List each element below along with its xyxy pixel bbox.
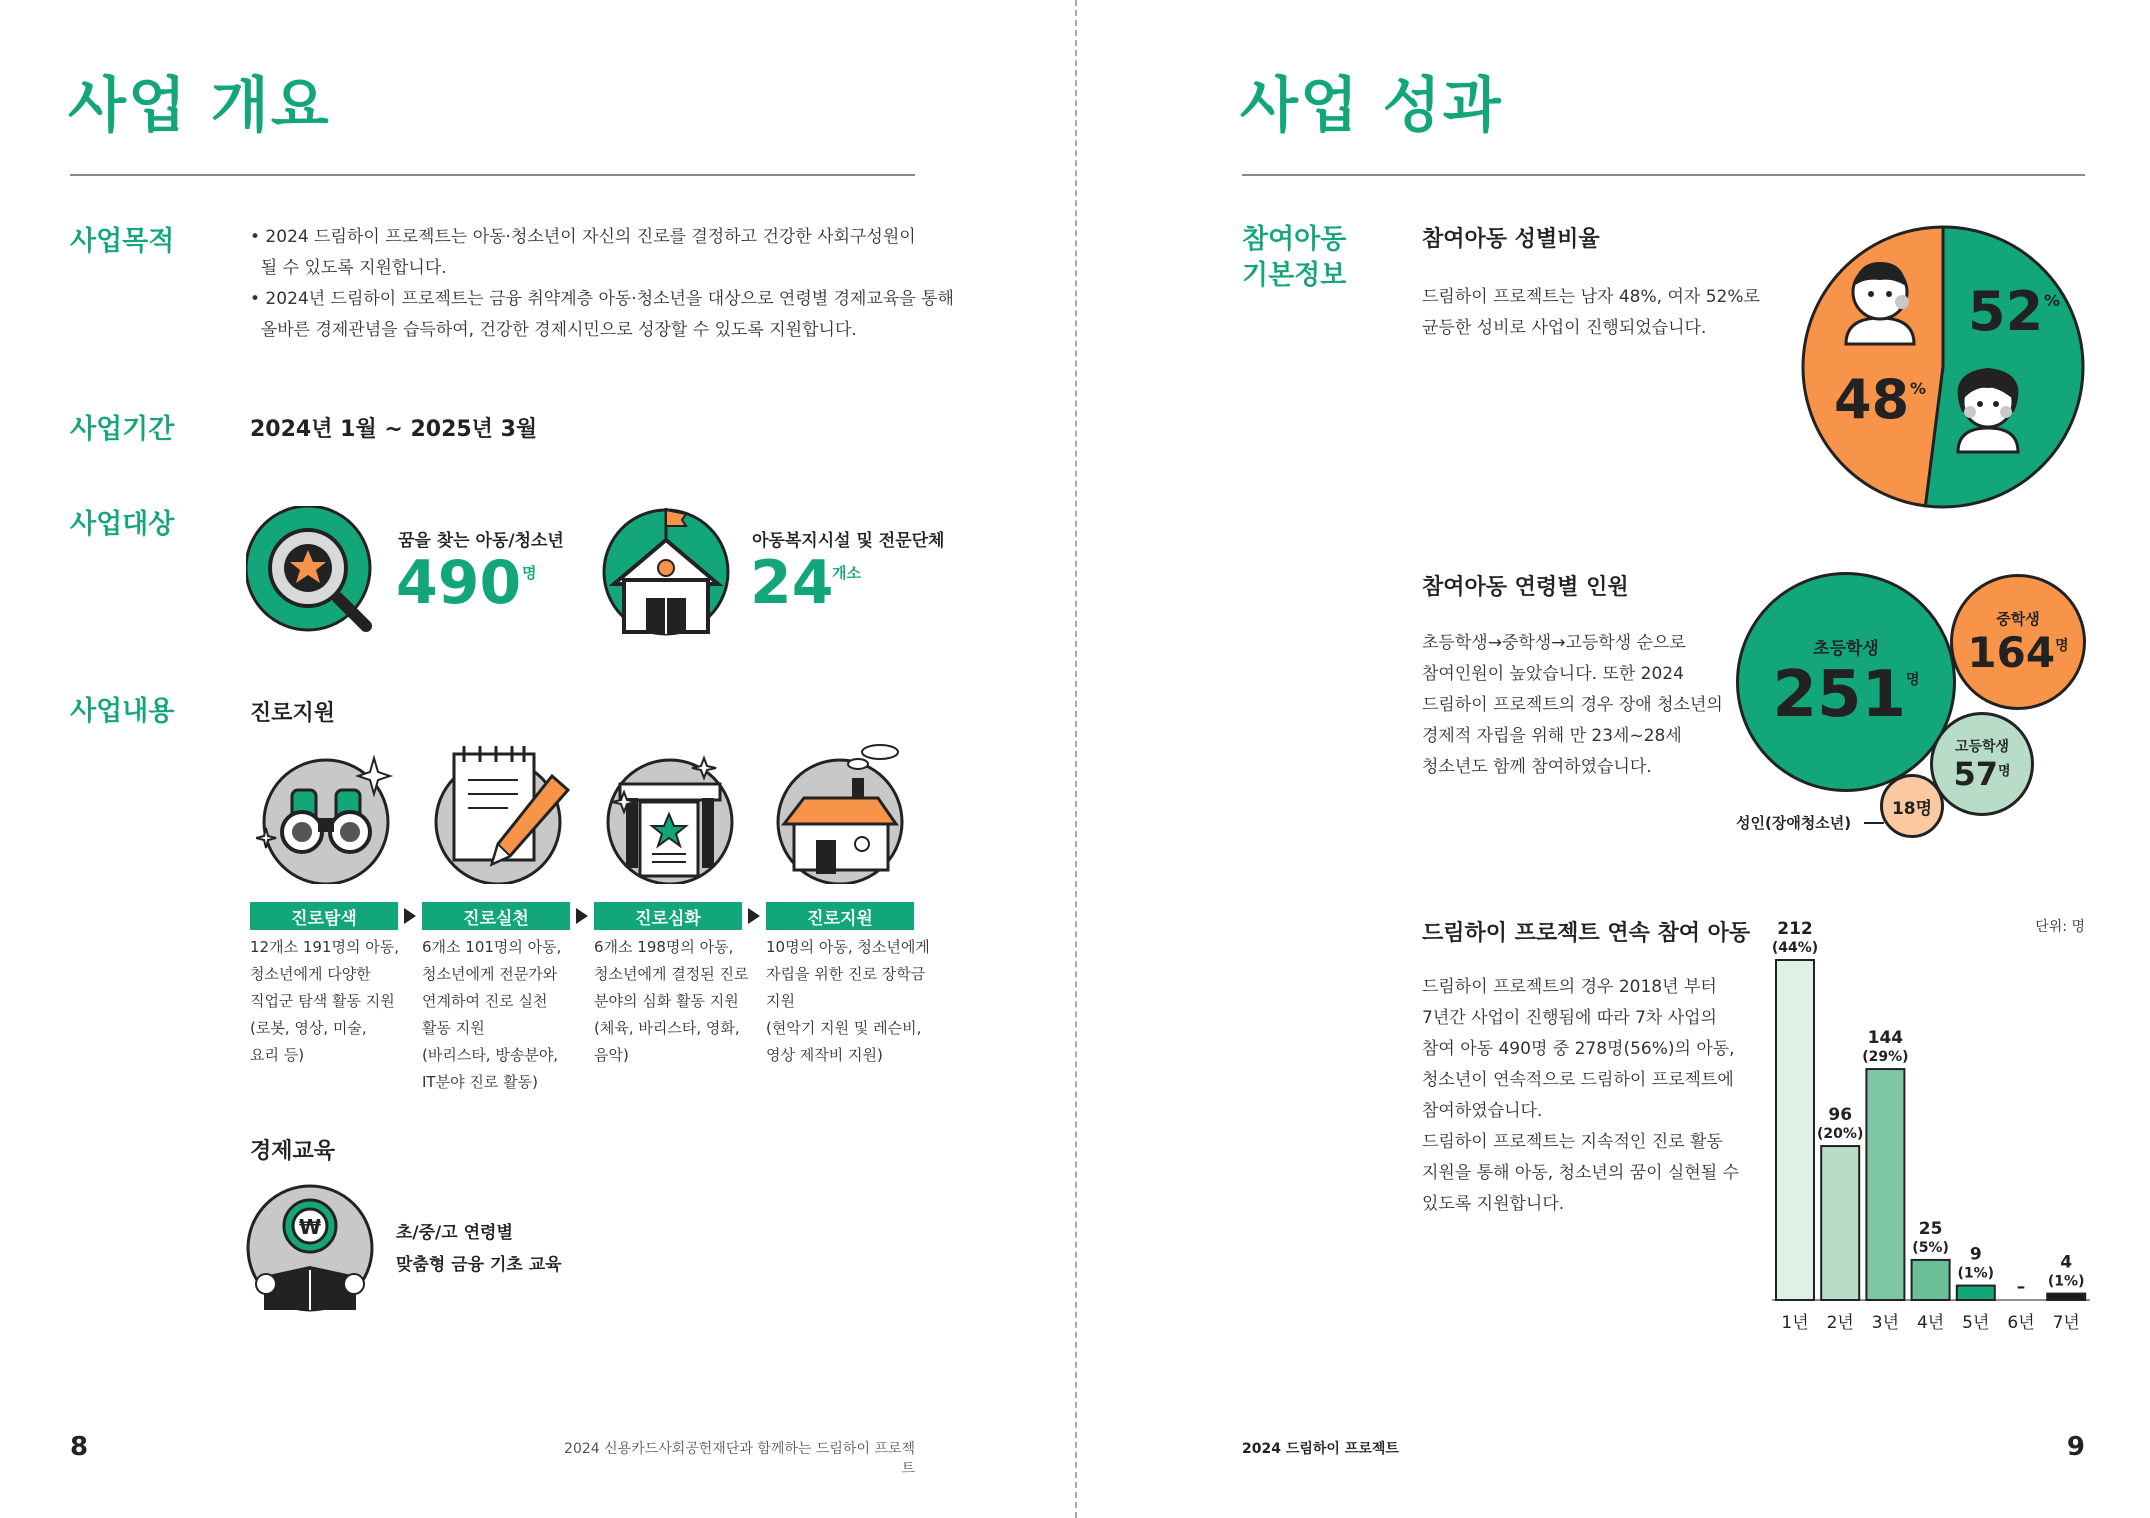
gender-heading: 참여아동 성별비율 bbox=[1422, 227, 1600, 252]
x-tick-label-3: 3년 bbox=[1871, 1313, 1900, 1333]
purpose-label: 사업목적 bbox=[70, 226, 175, 257]
male-percent-number: 48 bbox=[1834, 368, 1910, 431]
middle-label: 중학생 bbox=[1996, 609, 2040, 628]
x-tick-label-6: 6년 bbox=[2007, 1313, 2035, 1333]
bar-4 bbox=[1912, 1260, 1950, 1300]
bar-percent-label-2: (20%) bbox=[1817, 1126, 1864, 1143]
bar-percent-label-5: (1%) bbox=[1957, 1265, 1995, 1282]
bar-2 bbox=[1821, 1146, 1859, 1300]
step-desc-deepen: 6개소 198명의 아동, 청소년에게 결정된 진로 분야의 심화 활동 지원 (체육, 바리스타, 영화, 음악) bbox=[594, 938, 749, 1064]
step-desc-practice: 6개소 101명의 아동, 청소년에게 전문가와 연계하여 진로 실천 활동 지원 (바리스타, 방송분야, IT분야 진로 활동) bbox=[422, 938, 562, 1091]
target-children-number: 490 bbox=[396, 548, 522, 618]
basic-info-label: 참여아동 기본정보 bbox=[1242, 224, 1347, 291]
bar-percent-label-3: (29%) bbox=[1862, 1049, 1909, 1066]
purpose-bullet-1: • 2024 드림하이 프로젝트는 아동·청소년이 자신의 진로를 결정하고 건강한 사회구성원이 될 수 있도록 지원합니다. bbox=[250, 227, 916, 278]
bar-value-label-7: 4 bbox=[2060, 1252, 2073, 1273]
bar-7 bbox=[2047, 1294, 2085, 1300]
bar-1 bbox=[1776, 960, 1814, 1300]
bar-percent-label-4: (5%) bbox=[1912, 1239, 1949, 1256]
school-building-icon bbox=[600, 504, 732, 638]
bar-percent-label-1: (44%) bbox=[1771, 940, 1819, 956]
house-icon bbox=[770, 744, 930, 884]
bar-value-label-6: – bbox=[2016, 1277, 2026, 1297]
left-page-number: 8 bbox=[70, 1432, 89, 1462]
middle-number: 164 bbox=[1967, 627, 2056, 677]
bar-value-label-5: 9 bbox=[1969, 1244, 1982, 1265]
adult-bubble bbox=[1880, 774, 1944, 838]
econ-line-1: 초/중/고 연령별 bbox=[396, 1223, 513, 1243]
bar-5 bbox=[1957, 1286, 1995, 1300]
continuous-heading: 드림하이 프로젝트 연속 참여 아동 bbox=[1422, 921, 1751, 946]
adult-leader-line bbox=[1864, 822, 1884, 824]
step-bar-practice: 진로실천 bbox=[422, 902, 570, 930]
won-symbol: ₩ bbox=[298, 1215, 322, 1239]
left-page-title: 사업 개요 bbox=[68, 71, 331, 141]
target-children-unit: 명 bbox=[522, 564, 537, 582]
step-bar-deepen: 진로심화 bbox=[594, 902, 742, 930]
girl-icon bbox=[1958, 368, 2019, 452]
right-page-title: 사업 성과 bbox=[1240, 71, 1503, 141]
step-desc-support: 10명의 아동, 청소년에게 자립을 위한 진로 장학금 지원 (현악기 지원 및 레슨비, 영상 제작비 지원) bbox=[766, 938, 930, 1064]
elementary-bubble bbox=[1736, 572, 1956, 792]
female-percent-number: 52 bbox=[1968, 280, 2044, 343]
content-label: 사업내용 bbox=[70, 696, 175, 727]
page-divider bbox=[1075, 0, 1077, 1518]
target-label: 사업대상 bbox=[70, 509, 175, 540]
step-desc-explore: 12개소 191명의 아동, 청소년에게 다양한 직업군 탐색 활동 지원 (로봇, 영상, 미술, 요리 등) bbox=[250, 938, 399, 1064]
left-title-rule bbox=[70, 174, 915, 176]
bar-percent-label-7: (1%) bbox=[2047, 1273, 2085, 1290]
target-facilities-unit: 개소 bbox=[832, 564, 861, 582]
x-tick-label-1: 1년 bbox=[1781, 1313, 1809, 1333]
step-bar-support: 진로지원 bbox=[766, 902, 914, 930]
male-percent-sign: % bbox=[1910, 379, 1927, 398]
female-percent-sign: % bbox=[2044, 291, 2061, 310]
adult-value: 18명 bbox=[1891, 798, 1933, 819]
high-number: 57 bbox=[1953, 755, 1998, 793]
step-bar-explore: 진로탐색 bbox=[250, 902, 398, 930]
purpose-bullet-2: • 2024년 드림하이 프로젝트는 금융 취약계층 아동·청소년을 대상으로 연령별 경제교육을 통해 올바른 경제관념을 습득하여, 건강한 경제시민으로 성장할 수 있도록 지원합니다. bbox=[250, 289, 954, 340]
econ-reader-icon bbox=[246, 1184, 378, 1316]
x-tick-label-4: 4년 bbox=[1916, 1313, 1945, 1333]
star-board-icon bbox=[600, 744, 740, 884]
step-arrow-1 bbox=[404, 908, 416, 924]
left-footer: 2024 신용카드사회공헌재단과 함께하는 드림하이 프로젝트 bbox=[564, 1441, 915, 1477]
gender-pie-chart bbox=[1798, 222, 2088, 512]
magnifier-star-icon bbox=[246, 506, 378, 638]
high-bubble bbox=[1930, 712, 2034, 816]
bar-value-label-3: 144 bbox=[1867, 1028, 1904, 1049]
step-arrow-2 bbox=[576, 908, 588, 924]
x-tick-label-5: 5년 bbox=[1962, 1313, 1990, 1333]
right-footer: 2024 드림하이 프로젝트 bbox=[1242, 1441, 1399, 1457]
high-unit: 명 bbox=[1997, 764, 2011, 779]
unit-note: 단위: 명 bbox=[2035, 919, 2085, 935]
elementary-number: 251 bbox=[1772, 657, 1907, 732]
gender-text: 드림하이 프로젝트는 남자 48%, 여자 52%로 균등한 성비로 사업이 진행되었습니다. bbox=[1422, 287, 1760, 338]
right-page-number: 9 bbox=[2066, 1432, 2085, 1462]
econ-line-2: 맞춤형 금융 기초 교육 bbox=[396, 1255, 562, 1275]
binoculars-icon bbox=[256, 744, 396, 884]
age-heading: 참여아동 연령별 인원 bbox=[1422, 575, 1629, 600]
x-tick-label-7: 7년 bbox=[2052, 1313, 2080, 1333]
period-label: 사업기간 bbox=[70, 414, 175, 445]
step-arrow-3 bbox=[748, 908, 760, 924]
continuous-bar-chart bbox=[1760, 900, 2090, 1340]
middle-bubble bbox=[1950, 574, 2086, 710]
target-facilities-number: 24 bbox=[750, 548, 834, 618]
notepad-pencil-icon bbox=[428, 744, 578, 884]
adult-label: 성인(장애청소년) bbox=[1736, 814, 1852, 832]
age-text: 초등학생→중학생→고등학생 순으로 참여인원이 높았습니다. 또한 2024 드림하이 프로젝트의 경우 장애 청소년의 경제적 자립을 위해 만 23세~28세 청소년도 함께 참여하였습니다. bbox=[1422, 633, 1723, 777]
bar-value-label-1: 212 bbox=[1777, 919, 1813, 939]
pie-slice-female bbox=[1925, 227, 2083, 507]
bar-3 bbox=[1866, 1069, 1904, 1300]
career-heading: 진로지원 bbox=[250, 701, 336, 726]
high-label: 고등학생 bbox=[1954, 739, 2010, 755]
period-value: 2024년 1월 ~ 2025년 3월 bbox=[250, 417, 538, 442]
right-title-rule bbox=[1242, 174, 2085, 176]
x-tick-label-2: 2년 bbox=[1826, 1313, 1854, 1333]
continuous-text: 드림하이 프로젝트의 경우 2018년 부터 7년간 사업이 진행됨에 따라 7차 사업의 참여 아동 490명 중 278명(56%)의 아동, 청소년이 연속적으로 드림하이 프로젝트에 참여하였습니다. 드림하이 프로젝트는 지속적인 진로 활동 지원을 통해 아동, 청소년의 꿈이 실현될 수 있도록 지원합니다. bbox=[1422, 977, 1740, 1214]
elementary-label: 초등학생 bbox=[1813, 638, 1879, 659]
elementary-unit: 명 bbox=[1906, 671, 1920, 688]
bar-value-label-4: 25 bbox=[1918, 1218, 1943, 1239]
target-facilities-caption: 아동복지시설 및 전문단체 bbox=[752, 531, 945, 551]
target-children-caption: 꿈을 찾는 아동/청소년 bbox=[398, 531, 564, 551]
econ-heading: 경제교육 bbox=[250, 1139, 336, 1164]
middle-unit: 명 bbox=[2055, 637, 2069, 654]
bar-value-label-2: 96 bbox=[1828, 1105, 1853, 1126]
